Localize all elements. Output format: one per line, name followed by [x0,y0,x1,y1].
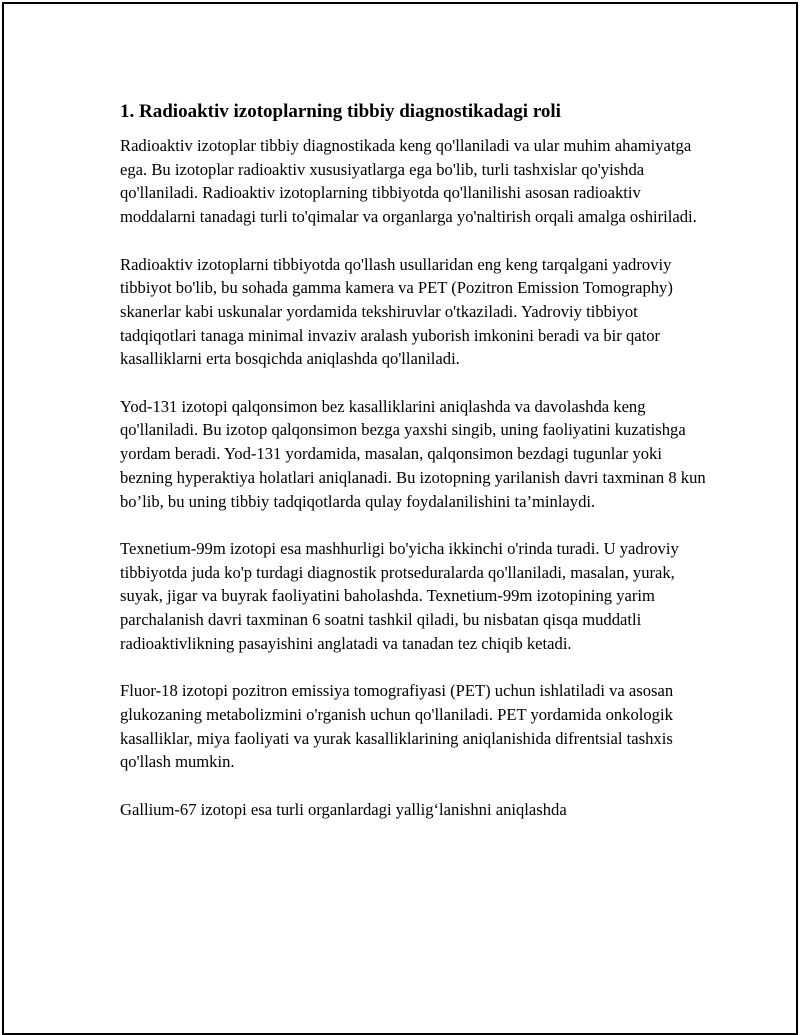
document-page [2,2,798,1035]
paragraph-gallium-67: Gallium-67 izotopi esa turli organlardagi yallig‘lanishni aniqlashda [120,799,567,819]
paragraph-iodine-131: Yod-131 izotopi qalqonsimon bez kasalliklarini aniqlashda va davolashda keng qo'llaniladi. Bu izotop qalqonsimon bezga yaxshi singib, uning faoliyatini kuzatishga yordam beradi. Yod-131 yordamida, masalan, qalqonsimon bezdagi tugunlar yoki bezning hyperaktiya holatlari aniqlanadi. Bu izotopning yarilanish davri taxminan 8 kun bo’lib, bu uning tibbiy tadqiqotlarda qulay foydalanilishini ta’minlaydi. [120,396,706,511]
document-body [120,100,710,845]
paragraph-fluorine-18: Fluor-18 izotopi pozitron emissiya tomografiyasi (PET) uchun ishlatiladi va asosan glukozaning metabolizmini o'rganish uchun qo'llaniladi. PET yordamida onkologik kasalliklar, miya faoliyati va yurak kasalliklarining aniqlanishida difrentsial tashxis qo'llash mumkin. [120,681,674,772]
paragraph-technetium-99m: Texnetium-99m izotopi esa mashhurligi bo'yicha ikkinchi o'rinda turadi. U yadroviy tibbiyotda juda ko'p turdagi diagnostik protseduralarda qo'llaniladi, masalan, yurak, suyak, jigar va buyrak faoliyatini baholashda. Texnetium-99m izotopining yarim parchalanish davri taxminan 6 soatni tashkil qiladi, bu nisbatan qisqa muddatli radioaktivlikning pasayishini anglatadi va tanadan tez chiqib ketadi. [120,538,679,653]
paragraph-intro: Radioaktiv izotoplar tibbiy diagnostikada keng qo'llaniladi va ular muhim ahamiyatga ega. Bu izotoplar radioaktiv xususiyatlarga ega bo'lib, turli tashxislar qo'yishda qo'llaniladi. Radioaktiv izotoplarning tibbiyotda qo'llanilishi asosan radioaktiv moddalarni tanadagi turli to'qimalar va organlarga yo'naltirish orqali amalga oshiriladi. [120,136,697,227]
paragraph-nuclear-medicine: Radioaktiv izotoplarni tibbiyotda qo'llash usullaridan eng keng tarqalgani yadroviy tibbiyot bo'lib, bu sohada gamma kamera va PET (Pozitron Emission Tomography) skanerlar kabi uskunalar yordamida tekshiruvlar o'tkaziladi. Yadroviy tibbiyot tadqiqotlari tanaga minimal invaziv aralash yuborish imkonini beradi va bir qator kasalliklarni erta bosqichda aniqlashda qo'llaniladi. [120,254,673,369]
section-heading: 1. Radioaktiv izotoplarning tibbiy diagnostikadagi roli [120,101,561,122]
